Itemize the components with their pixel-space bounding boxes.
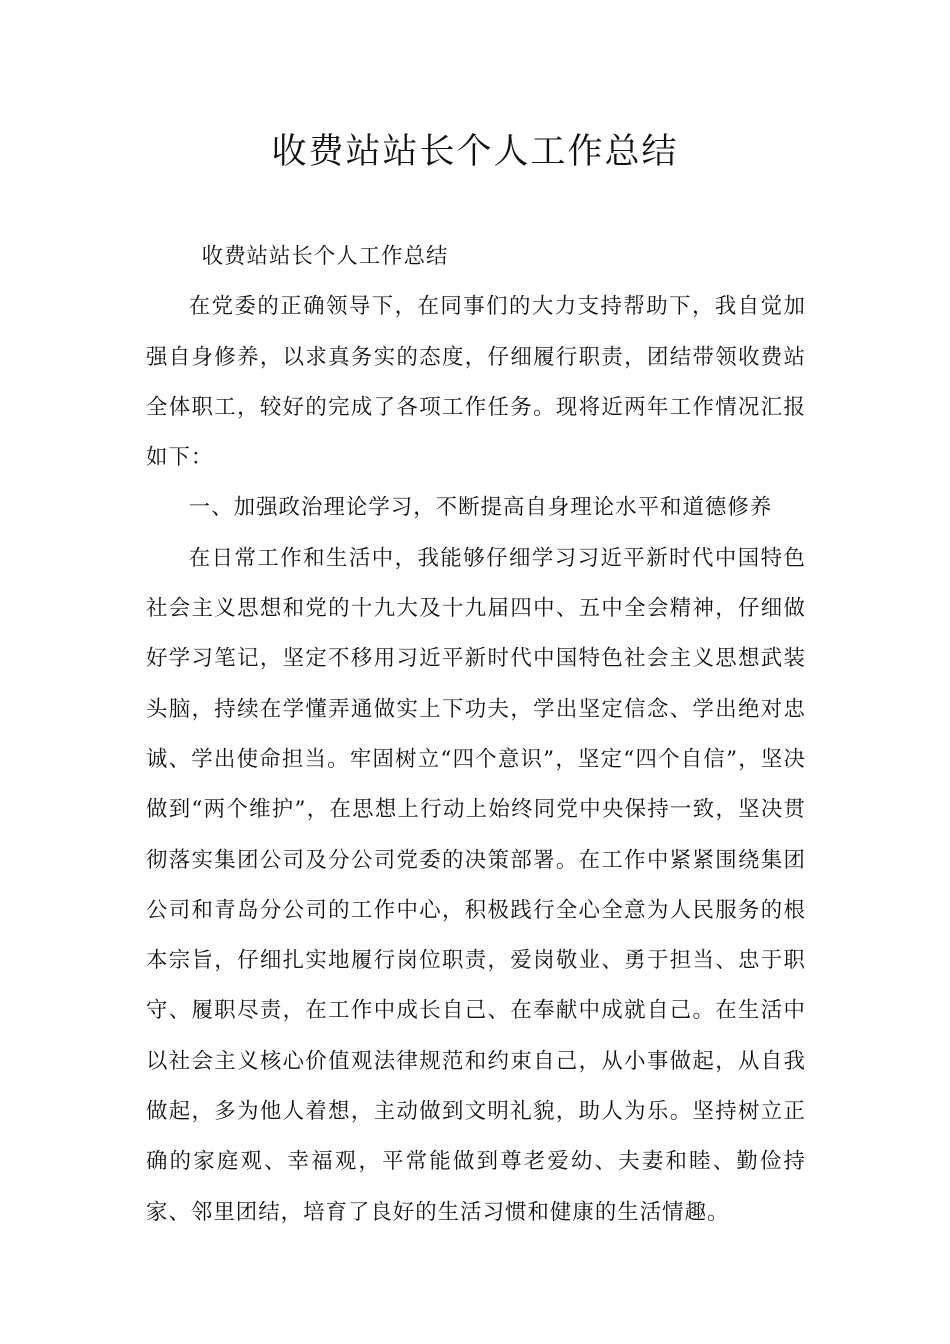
document-body <box>146 232 806 1238</box>
intro-paragraph: 在党委的正确领导下，在同事们的大力支持帮助下，我自觉加强自身修养，以求真务实的态度，仔细履行职责，团结带领收费站全体职工，较好的完成了各项工作任务。现将近两年工作情况汇报如下： <box>146 294 806 471</box>
document-title: 收费站站长个人工作总结 <box>271 132 679 172</box>
document-subtitle: 收费站站长个人工作总结 <box>201 244 449 269</box>
section-heading: 一、加强政治理论学习，不断提高自身理论水平和道德修养 <box>188 495 773 521</box>
body-paragraph: 在日常工作和生活中，我能够仔细学习习近平新时代中国特色社会主义思想和党的十九大及十九届四中、五中全会精神，仔细做好学习笔记，坚定不移用习近平新时代中国特色社会主义思想武装头脑，持续在学懂弄通做实上下功夫，学出坚定信念、学出绝对忠诚、学出使命担当。牢固树立“四个意识”，坚定“四个自信”，坚决做到“两个维护”，在思想上行动上始终同党中央保持一致，坚决贯彻落实集团公司及分公司党委的决策部署。在工作中紧紧围绕集团公司和青岛分公司的工作中心，积极践行全心全意为人民服务的根本宗旨，仔细扎实地履行岗位职责，爱岗敬业、勇于担当、忠于职守、履职尽责，在工作中成长自己、在奉献中成就自己。在生活中以社会主义核心价值观法律规范和约束自己，从小事做起，从自我做起，多为他人着想，主动做到文明礼貌，助人为乐。坚持树立正确的家庭观、幸福观，平常能做到尊老爱幼、夫妻和睦、勤俭持家、邻里团结，培育了良好的生活习惯和健康的生活情趣。 <box>146 545 806 1225</box>
